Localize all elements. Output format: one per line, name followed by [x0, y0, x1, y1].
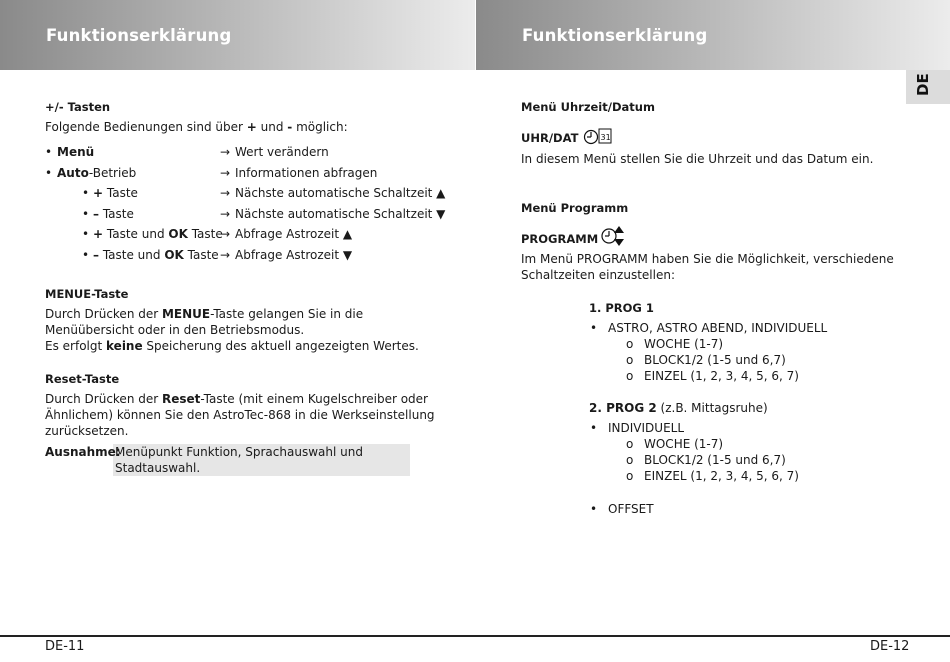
prog2-heading-bold: 2. PROG 2 [589, 401, 657, 415]
tasten-intro-minus: - [287, 120, 293, 134]
row-desc: Nächste automatische Schaltzeit ▼ [235, 207, 446, 221]
uhrdat-label: UHR/DAT [521, 131, 579, 145]
bullet: • [590, 321, 598, 335]
arrow-icon: → [220, 186, 231, 200]
bullet: • [590, 421, 598, 435]
reset-l1-c: -Taste (mit einem Kugelschreiber oder [200, 392, 428, 406]
tasten-heading: +/- Tasten [45, 100, 111, 114]
bullet: • [45, 145, 53, 159]
uhrdat-text: In diesem Menü stellen Sie die Uhrzeit und das Datum ein. [521, 152, 874, 166]
prog2-heading [589, 400, 768, 416]
menue-heading: MENUE-Taste [45, 287, 129, 301]
row-key: + [93, 186, 104, 200]
reset-heading: Reset-Taste [45, 372, 120, 386]
row-key-ok: OK [168, 227, 188, 241]
programm-label: PROGRAMM [521, 232, 599, 246]
clock-calendar-icon [583, 127, 613, 147]
language-tab-label: DE [914, 73, 932, 96]
right-page-number: DE-12 [870, 639, 910, 654]
sub-bullet: o [626, 437, 634, 451]
row-key-rest2: Taste [183, 248, 219, 262]
footer-rule [0, 635, 950, 637]
programm-line-2: Schaltzeiten einzustellen: [521, 268, 676, 282]
row-desc: Wert verändern [235, 145, 329, 159]
row-key: – [93, 248, 99, 262]
row-desc: Nächste automatische Schaltzeit ▲ [235, 186, 446, 200]
prog1-sub-item: WOCHE (1-7) [644, 337, 724, 351]
menue-l3-a: Es erfolgt [45, 339, 107, 353]
bullet: • [45, 166, 53, 180]
right-page-header [476, 0, 950, 70]
prog1-sub-item: BLOCK1/2 (1-5 und 6,7) [644, 353, 786, 367]
left-page-number: DE-11 [45, 639, 85, 654]
language-tab [906, 70, 950, 104]
sub-bullet: o [626, 369, 634, 383]
left-page-header [0, 0, 475, 70]
row-key-ok: OK [164, 248, 184, 262]
prog2-sub-item: BLOCK1/2 (1-5 und 6,7) [644, 453, 786, 467]
menue-line-2: Menüübersicht oder in den Betriebsmodus. [45, 323, 305, 337]
reset-l1-b: Reset [161, 392, 201, 406]
menue-l3-c: Speicherung des aktuell angezeigten Wertes. [142, 339, 419, 353]
row-key-rest: Taste [99, 207, 134, 221]
ausnahme-line-1: Menüpunkt Funktion, Sprachauswahl und [115, 445, 363, 459]
prog2-sub-item: EINZEL (1, 2, 3, 4, 5, 6, 7) [644, 469, 799, 483]
sub-bullet: o [626, 353, 634, 367]
uhrzeit-heading: Menü Uhrzeit/Datum [521, 100, 655, 114]
tasten-intro-text-b: und [256, 120, 288, 134]
row-key: + [93, 227, 104, 241]
arrow-icon: → [220, 207, 231, 221]
programm-line-1: Im Menü PROGRAMM haben Sie die Möglichkeit, verschiedene [521, 252, 894, 266]
prog1-heading: 1. PROG 1 [589, 301, 654, 315]
ausnahme-line-2: Stadtauswahl. [115, 461, 201, 475]
sub-bullet: o [626, 469, 634, 483]
menue-line-3 [45, 338, 419, 354]
prog2-bullet-text: INDIVIDUELL [608, 421, 685, 435]
row-key-rest: Taste und [99, 248, 165, 262]
row-desc: Abfrage Astrozeit ▼ [235, 248, 353, 262]
ausnahme-label: Ausnahme: [45, 445, 121, 459]
row-key-rest: -Betrieb [88, 166, 137, 180]
prog2-heading-rest: (z.B. Mittagsruhe) [656, 401, 768, 415]
tasten-intro-text-c: möglich: [292, 120, 348, 134]
prog2-sub-item: WOCHE (1-7) [644, 437, 724, 451]
tasten-intro-text-a: Folgende Bedienungen sind über [45, 120, 247, 134]
tasten-intro [45, 119, 348, 135]
arrow-icon: → [220, 248, 231, 262]
bullet: • [82, 227, 90, 241]
bullet: • [82, 248, 90, 262]
prog1-bullet-text: ASTRO, ASTRO ABEND, INDIVIDUELL [608, 321, 828, 335]
reset-line-2: Ähnlichem) können Sie den AstroTec-868 in die Werkseinstellung [45, 408, 435, 422]
menue-l1-c: -Taste gelangen Sie in die [210, 307, 364, 321]
clock-updown-icon [600, 224, 626, 248]
row-key-rest: Taste und [103, 227, 169, 241]
menue-line-1 [45, 306, 363, 322]
row-desc: Informationen abfragen [235, 166, 378, 180]
menue-l1-a: Durch Drücken der [45, 307, 162, 321]
reset-line-1 [45, 391, 428, 407]
bullet: • [82, 186, 90, 200]
row-key-rest2: Taste [187, 227, 223, 241]
row-key: Menü [57, 145, 95, 159]
tasten-intro-plus: + [246, 120, 257, 134]
arrow-icon: → [220, 227, 231, 241]
reset-l1-a: Durch Drücken der [45, 392, 162, 406]
left-page-title: Funktionserklärung [46, 26, 232, 45]
right-page-title: Funktionserklärung [522, 26, 708, 45]
calendar-day-text: 31 [600, 133, 611, 142]
row-key: Auto [57, 166, 89, 180]
row-desc: Abfrage Astrozeit ▲ [235, 227, 353, 241]
row-key-rest: Taste [103, 186, 138, 200]
sub-bullet: o [626, 453, 634, 467]
menue-l3-b: keine [106, 339, 143, 353]
reset-line-3: zurücksetzen. [45, 424, 129, 438]
prog1-sub-item: EINZEL (1, 2, 3, 4, 5, 6, 7) [644, 369, 799, 383]
row-key: – [93, 207, 99, 221]
bullet: • [82, 207, 90, 221]
arrow-icon: → [220, 166, 231, 180]
menue-l1-b: MENUE [161, 307, 211, 321]
programm-heading: Menü Programm [521, 201, 629, 215]
arrow-icon: → [220, 145, 231, 159]
offset-text: OFFSET [608, 502, 654, 516]
sub-bullet: o [626, 337, 634, 351]
bullet: • [590, 502, 598, 516]
